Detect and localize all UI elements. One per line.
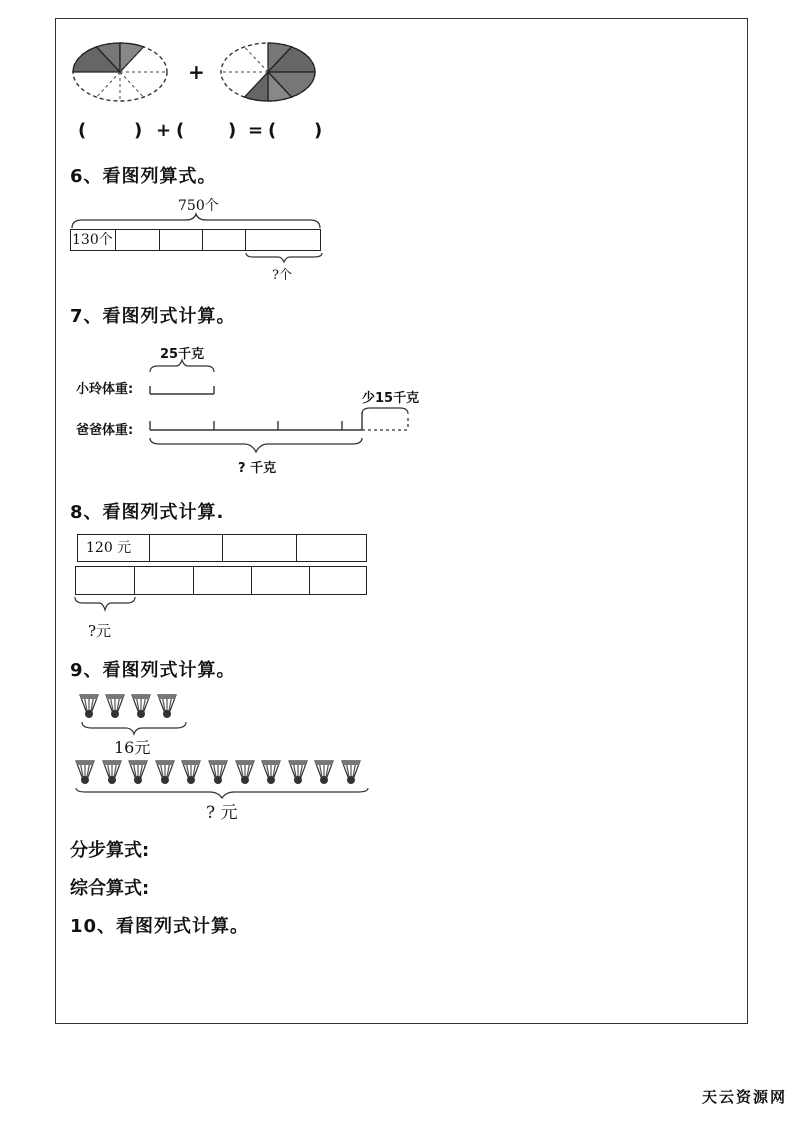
- q8-bottom-segment-3: [193, 566, 252, 595]
- shuttlecock-icon: [207, 758, 229, 786]
- shuttlecock-icon: [340, 758, 362, 786]
- q7-xiaoling-brace: [148, 358, 216, 374]
- q8-unknown-label: ?元: [88, 622, 112, 640]
- shuttlecock-icon: [101, 758, 123, 786]
- q8-top-segment-3: [222, 534, 297, 562]
- equation-equals: =: [248, 120, 264, 141]
- q6-title: 6、看图列算式。: [70, 166, 217, 187]
- q6-segment-1: 130个: [70, 229, 116, 251]
- q8-bottom-segment-4: [251, 566, 310, 595]
- fraction-circle-right: [218, 40, 318, 104]
- q7-unknown-label: ? 千克: [238, 461, 277, 476]
- q6-segment-4: [202, 229, 246, 251]
- q9-title: 9、看图列式计算。: [70, 660, 236, 681]
- shuttlecock-icon: [78, 692, 100, 720]
- q9-group-price: 16元: [114, 738, 151, 757]
- q7-baba-label: 爸爸体重:: [76, 423, 134, 438]
- q6-segment-unknown: [245, 229, 321, 251]
- shuttlecock-icon: [234, 758, 256, 786]
- shuttlecock-icon: [180, 758, 202, 786]
- q9-unknown-label: ? 元: [206, 803, 238, 823]
- fraction-circle-left: [70, 40, 170, 104]
- q8-top-segment-4: [296, 534, 367, 562]
- q8-bottom-segment-5: [309, 566, 367, 595]
- q6-total-brace: [70, 212, 324, 230]
- q7-xiaoling-label: 小玲体重:: [76, 382, 134, 397]
- q6-total-label: 750个: [178, 198, 219, 214]
- paren-open-1: (: [78, 120, 87, 141]
- q8-title: 8、看图列式计算.: [70, 502, 225, 523]
- q9-group-brace: [80, 720, 188, 736]
- q7-baba-brace: [148, 436, 368, 456]
- shuttlecock-icon: [287, 758, 309, 786]
- q7-less-label: 少15千克: [362, 391, 420, 406]
- paren-open-2: (: [176, 120, 185, 141]
- q9-shuttlecock-group: [78, 692, 188, 722]
- q6-segment-3: [159, 229, 203, 251]
- q8-top-segment-2: [149, 534, 223, 562]
- shuttlecock-icon: [156, 692, 178, 720]
- q6-unknown-brace: [244, 251, 324, 265]
- shuttlecock-icon: [260, 758, 282, 786]
- shuttlecock-icon: [154, 758, 176, 786]
- shuttlecock-icon: [130, 692, 152, 720]
- q8-unknown-brace: [73, 595, 137, 613]
- q8-bottom-segment-2: [134, 566, 194, 595]
- q9-step-label: 分步算式:: [70, 840, 150, 861]
- q8-top-segment-1: 120 元: [77, 534, 150, 562]
- q10-title: 10、看图列式计算。: [70, 916, 250, 937]
- q8-bottom-segment-1: [75, 566, 135, 595]
- paren-close-1: ): [134, 120, 143, 141]
- q9-combined-label: 综合算式:: [70, 878, 150, 899]
- q7-baba-line: [148, 404, 412, 434]
- equation-plus: +: [156, 120, 172, 141]
- plus-sign: +: [188, 60, 205, 84]
- site-watermark: 天云资源网: [701, 1088, 787, 1106]
- shuttlecock-icon: [74, 758, 96, 786]
- q6-segment-2: [115, 229, 160, 251]
- shuttlecock-icon: [313, 758, 335, 786]
- q9-shuttlecock-row: [74, 758, 374, 788]
- paren-open-3: (: [268, 120, 277, 141]
- paren-close-3: ): [314, 120, 323, 141]
- shuttlecock-icon: [127, 758, 149, 786]
- paren-close-2: ): [228, 120, 237, 141]
- q6-unknown-label: ?个: [272, 268, 292, 283]
- shuttlecock-icon: [104, 692, 126, 720]
- q7-xiaoling-line: [148, 382, 218, 396]
- q7-xiaoling-weight: 25千克: [160, 347, 205, 362]
- q7-title: 7、看图列式计算。: [70, 306, 236, 327]
